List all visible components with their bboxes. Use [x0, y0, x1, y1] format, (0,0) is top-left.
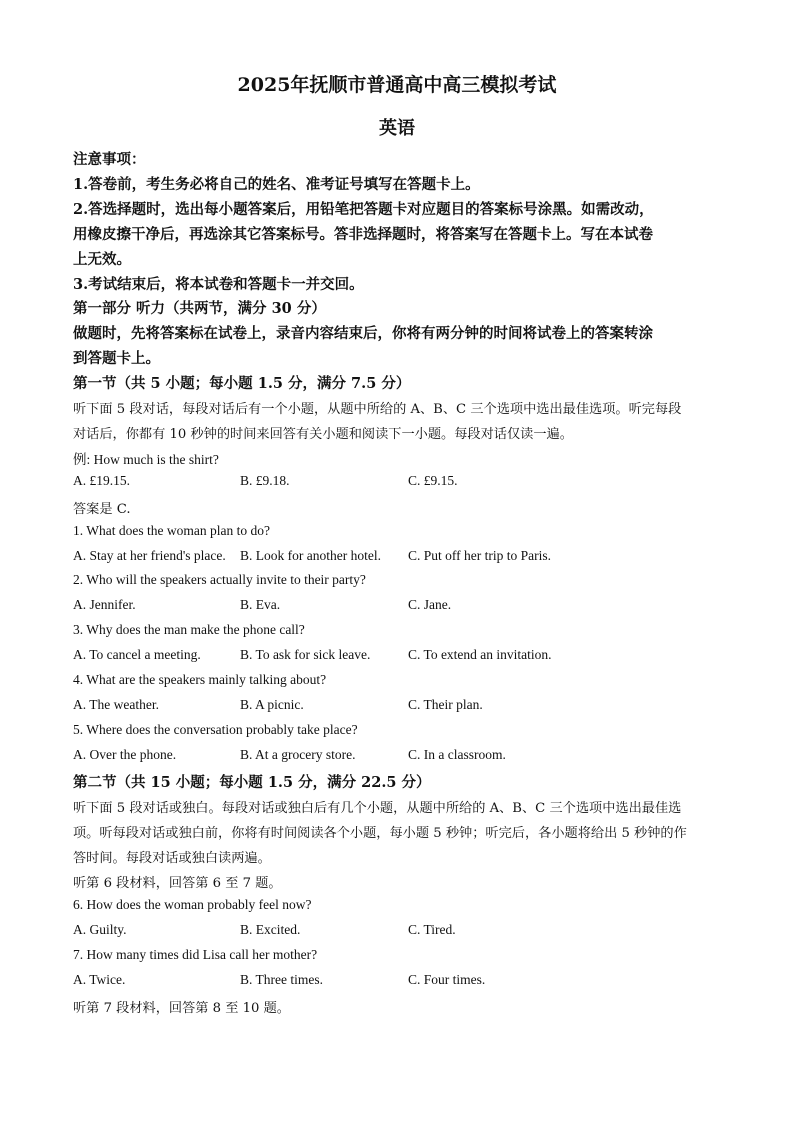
- question-5-option-b: B. At a grocery store.: [240, 747, 356, 762]
- example-option-a: A. £19.15.: [73, 473, 130, 488]
- question-3-options: [73, 647, 733, 665]
- example-option-b: B. £9.18.: [240, 473, 290, 488]
- section2-instruction-line-3: 答时间。每段对话或独白读两遍。: [73, 851, 271, 866]
- question-2-option-b: B. Eva.: [240, 597, 281, 612]
- notice-item-2-line-3: 上无效。: [73, 251, 131, 268]
- section2-heading: 第二节（共 15 小题；每小题 1.5 分，满分 22.5 分）: [73, 774, 431, 791]
- question-4-options: [73, 697, 733, 715]
- question-5-option-a: A. Over the phone.: [73, 747, 177, 762]
- section1-instruction-line-1: 听下面 5 段对话，每段对话后有一个小题，从题中所给的 A、B、C 三个选项中选出最佳选项。听完每段: [73, 402, 682, 417]
- question-6-option-c: C. Tired.: [408, 922, 456, 937]
- material-7-note: 听第 7 段材料，回答第 8 至 10 题。: [73, 1001, 290, 1016]
- question-6: 6. How does the woman probably feel now?: [73, 897, 312, 912]
- question-1-option-b: B. Look for another hotel.: [240, 548, 381, 563]
- notice-item-3: 3.考试结束后，将本试卷和答题卡一并交回。: [73, 276, 364, 293]
- question-5-options: [73, 747, 733, 765]
- question-4-option-c: C. Their plan.: [408, 697, 483, 712]
- question-3-option-c: C. To extend an invitation.: [408, 647, 552, 662]
- example-options: [73, 473, 733, 491]
- question-1-option-a: A. Stay at her friend's place.: [73, 548, 226, 563]
- question-4: 4. What are the speakers mainly talking about?: [73, 672, 327, 687]
- question-5-option-c: C. In a classroom.: [408, 747, 506, 762]
- question-7-option-c: C. Four times.: [408, 972, 486, 987]
- notice-item-1: 1.答卷前，考生务必将自己的姓名、准考证号填写在答题卡上。: [73, 176, 480, 193]
- section1-instruction-line-2: 对话后，你都有 10 秒钟的时间来回答有关小题和阅读下一小题。每段对话仅读一遍。: [73, 427, 573, 442]
- question-3-option-a: A. To cancel a meeting.: [73, 647, 201, 662]
- question-6-options: [73, 922, 733, 940]
- question-1-options: [73, 548, 733, 566]
- exam-title: 2025年抚顺市普通高中高三模拟考试: [237, 74, 557, 96]
- section2-instruction-line-2: 项。听每段对话或独白前，你将有时间阅读各个小题，每小题 5 秒钟；听完后，各小题将给出 5 秒钟的作: [73, 826, 687, 841]
- example-question: 例: How much is the shirt?: [73, 452, 219, 467]
- notice-item-2-line-2: 用橡皮擦干净后，再选涂其它答案标号。答非选择题时，将答案写在答题卡上。写在本试卷: [73, 226, 653, 243]
- question-7: 7. How many times did Lisa call her mother?: [73, 947, 318, 962]
- question-5: 5. Where does the conversation probably take place?: [73, 722, 358, 737]
- question-3: 3. Why does the man make the phone call?: [73, 622, 305, 637]
- question-4-option-a: A. The weather.: [73, 697, 159, 712]
- example-option-c: C. £9.15.: [408, 473, 458, 488]
- material-6-note: 听第 6 段材料，回答第 6 至 7 题。: [73, 876, 282, 891]
- question-7-option-a: A. Twice.: [73, 972, 126, 987]
- question-1: 1. What does the woman plan to do?: [73, 523, 270, 538]
- part1-heading: 第一部分 听力（共两节，满分 30 分）: [73, 300, 326, 317]
- question-2: 2. Who will the speakers actually invite to their party?: [73, 572, 366, 587]
- notice-heading: 注意事项：: [73, 151, 146, 168]
- part1-instruction-line-1: 做题时，先将答案标在试卷上，录音内容结束后，你将有两分钟的时间将试卷上的答案转涂: [73, 325, 653, 342]
- question-3-option-b: B. To ask for sick leave.: [240, 647, 371, 662]
- section1-heading: 第一节（共 5 小题；每小题 1.5 分，满分 7.5 分）: [73, 375, 411, 392]
- question-1-option-c: C. Put off her trip to Paris.: [408, 548, 551, 563]
- exam-subject: 英语: [379, 118, 415, 139]
- example-answer: 答案是 C.: [73, 502, 131, 517]
- question-7-options: [73, 972, 733, 990]
- part1-instruction-line-2: 到答题卡上。: [73, 350, 160, 367]
- question-7-option-b: B. Three times.: [240, 972, 323, 987]
- question-2-option-c: C. Jane.: [408, 597, 452, 612]
- question-6-option-b: B. Excited.: [240, 922, 301, 937]
- question-2-options: [73, 597, 733, 615]
- question-6-option-a: A. Guilty.: [73, 922, 127, 937]
- section2-instruction-line-1: 听下面 5 段对话或独白。每段对话或独白后有几个小题，从题中所给的 A、B、C 三个选项中选出最佳选: [73, 801, 682, 816]
- notice-item-2-line-1: 2.答选择题时，选出每小题答案后，用铅笔把答题卡对应题目的答案标号涂黑。如需改动，: [73, 201, 654, 218]
- question-2-option-a: A. Jennifer.: [73, 597, 136, 612]
- question-4-option-b: B. A picnic.: [240, 697, 304, 712]
